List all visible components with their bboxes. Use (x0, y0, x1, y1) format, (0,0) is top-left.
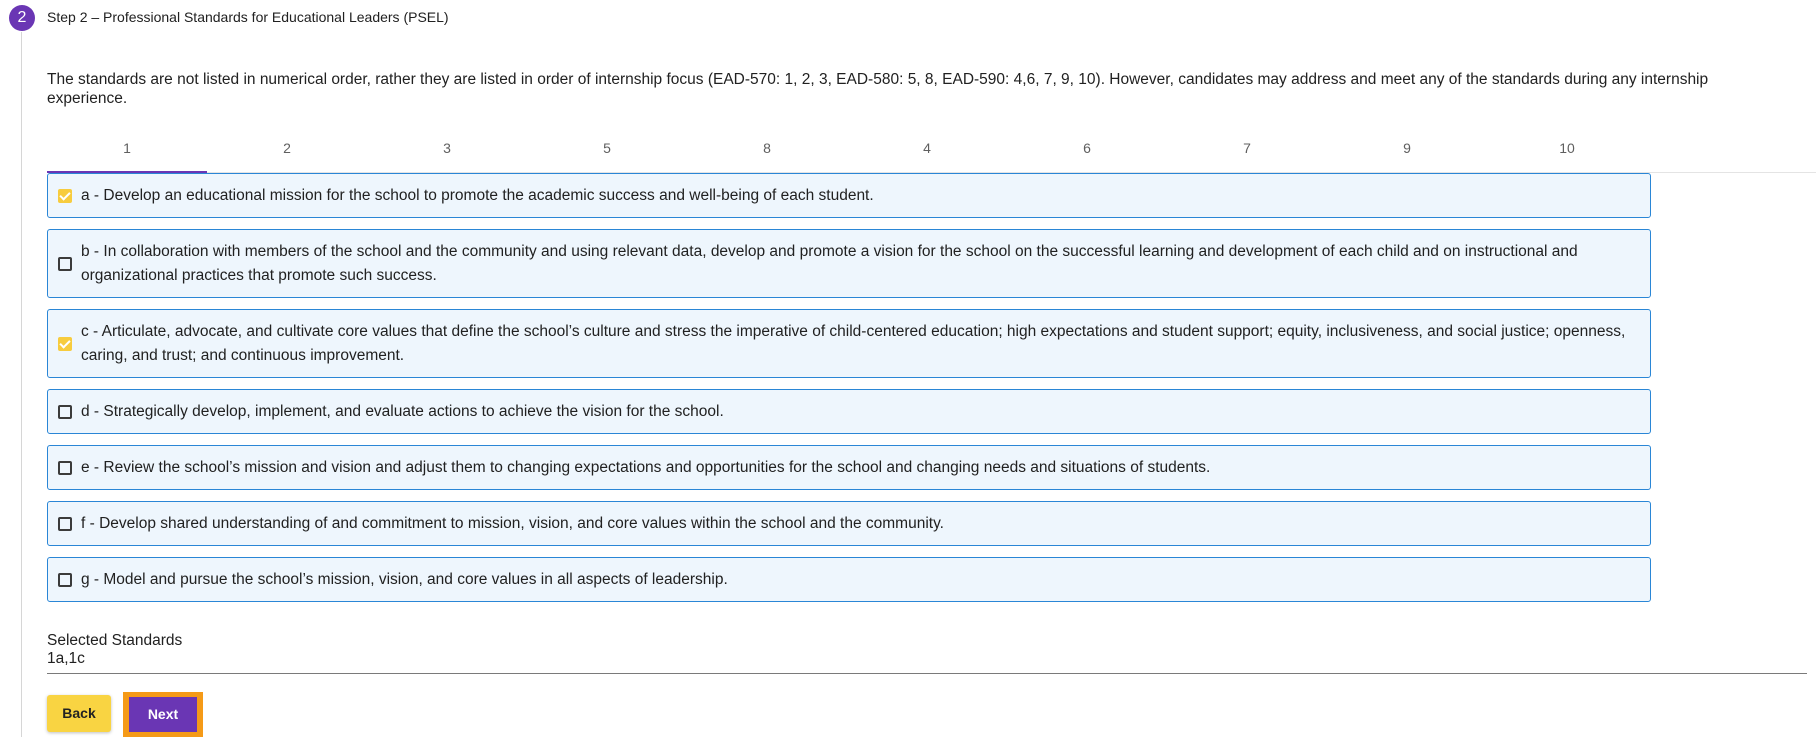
checkbox-a[interactable] (58, 189, 72, 203)
checkbox-f[interactable] (58, 517, 72, 531)
tab-standard-6[interactable]: 6 (1083, 140, 1091, 156)
checkbox-g[interactable] (58, 573, 72, 587)
standard-text-c: c - Articulate, advocate, and cultivate core values that define the school’s culture and stress the imperative of child-centered education; high expectations and student support; equity, inclusiveness, and social justice; openness, caring, and trust; and continuous improvement. (81, 322, 1626, 364)
standard-tabs (47, 132, 1816, 173)
checkbox-c[interactable] (58, 337, 72, 351)
tab-standard-4[interactable]: 4 (923, 140, 931, 156)
checkbox-d[interactable] (58, 405, 72, 419)
tab-standard-9[interactable]: 9 (1403, 140, 1411, 156)
tab-standard-10[interactable]: 10 (1559, 140, 1575, 156)
checkbox-b[interactable] (58, 257, 72, 271)
standard-text-e: e - Review the school’s mission and vision and adjust them to changing expectations and opportunities for the school and changing needs and situations of students. (81, 458, 1211, 476)
tab-standard-8[interactable]: 8 (763, 140, 771, 156)
standard-text-d: d - Strategically develop, implement, and evaluate actions to achieve the vision for the school. (81, 402, 724, 420)
standard-text-b: b - In collaboration with members of the school and the community and using relevant data, develop and promote a vision for the school on the successful learning and development of each child and on instructional and organizational practices that promote such success. (81, 242, 1578, 284)
standard-item-b[interactable] (47, 229, 1651, 298)
standard-text-f: f - Develop shared understanding of and commitment to mission, vision, and core values within the school and the community. (81, 514, 944, 532)
standard-text-a: a - Develop an educational mission for the school to promote the academic success and well-being of each student. (81, 186, 874, 204)
standard-item-a[interactable] (47, 173, 1651, 218)
step-connector-line (21, 32, 22, 737)
standard-item-g[interactable] (47, 557, 1651, 602)
next-button[interactable]: Next (129, 697, 197, 732)
standard-item-d[interactable] (47, 389, 1651, 434)
step-title: Step 2 – Professional Standards for Educational Leaders (PSEL) (47, 9, 449, 25)
checkbox-e[interactable] (58, 461, 72, 475)
standard-item-c[interactable] (47, 309, 1651, 378)
tab-standard-3[interactable]: 3 (443, 140, 451, 156)
next-button-highlight (123, 692, 203, 737)
tab-standard-2[interactable]: 2 (283, 140, 291, 156)
selected-standards-underline (47, 673, 1807, 674)
selected-standards-label: Selected Standards (47, 632, 183, 649)
tab-standard-7[interactable]: 7 (1243, 140, 1251, 156)
back-button[interactable]: Back (47, 695, 111, 732)
step-number-badge: 2 (9, 5, 35, 31)
intro-text: The standards are not listed in numerical order, rather they are listed in order of internship focus (EAD-570: 1, 2, 3, EAD-580: 5, 8, EAD-590: 4,6, 7, 9, 10). However, candidates may address and meet any of the standards during any internship experience. (47, 71, 1709, 107)
tab-standard-1[interactable]: 1 (47, 132, 207, 172)
tab-standard-5[interactable]: 5 (603, 140, 611, 156)
selected-standards-field[interactable]: 1a,1c (47, 650, 85, 667)
standard-item-e[interactable] (47, 445, 1651, 490)
standard-text-g: g - Model and pursue the school’s mission, vision, and core values in all aspects of leadership. (81, 570, 728, 588)
standard-item-f[interactable] (47, 501, 1651, 546)
